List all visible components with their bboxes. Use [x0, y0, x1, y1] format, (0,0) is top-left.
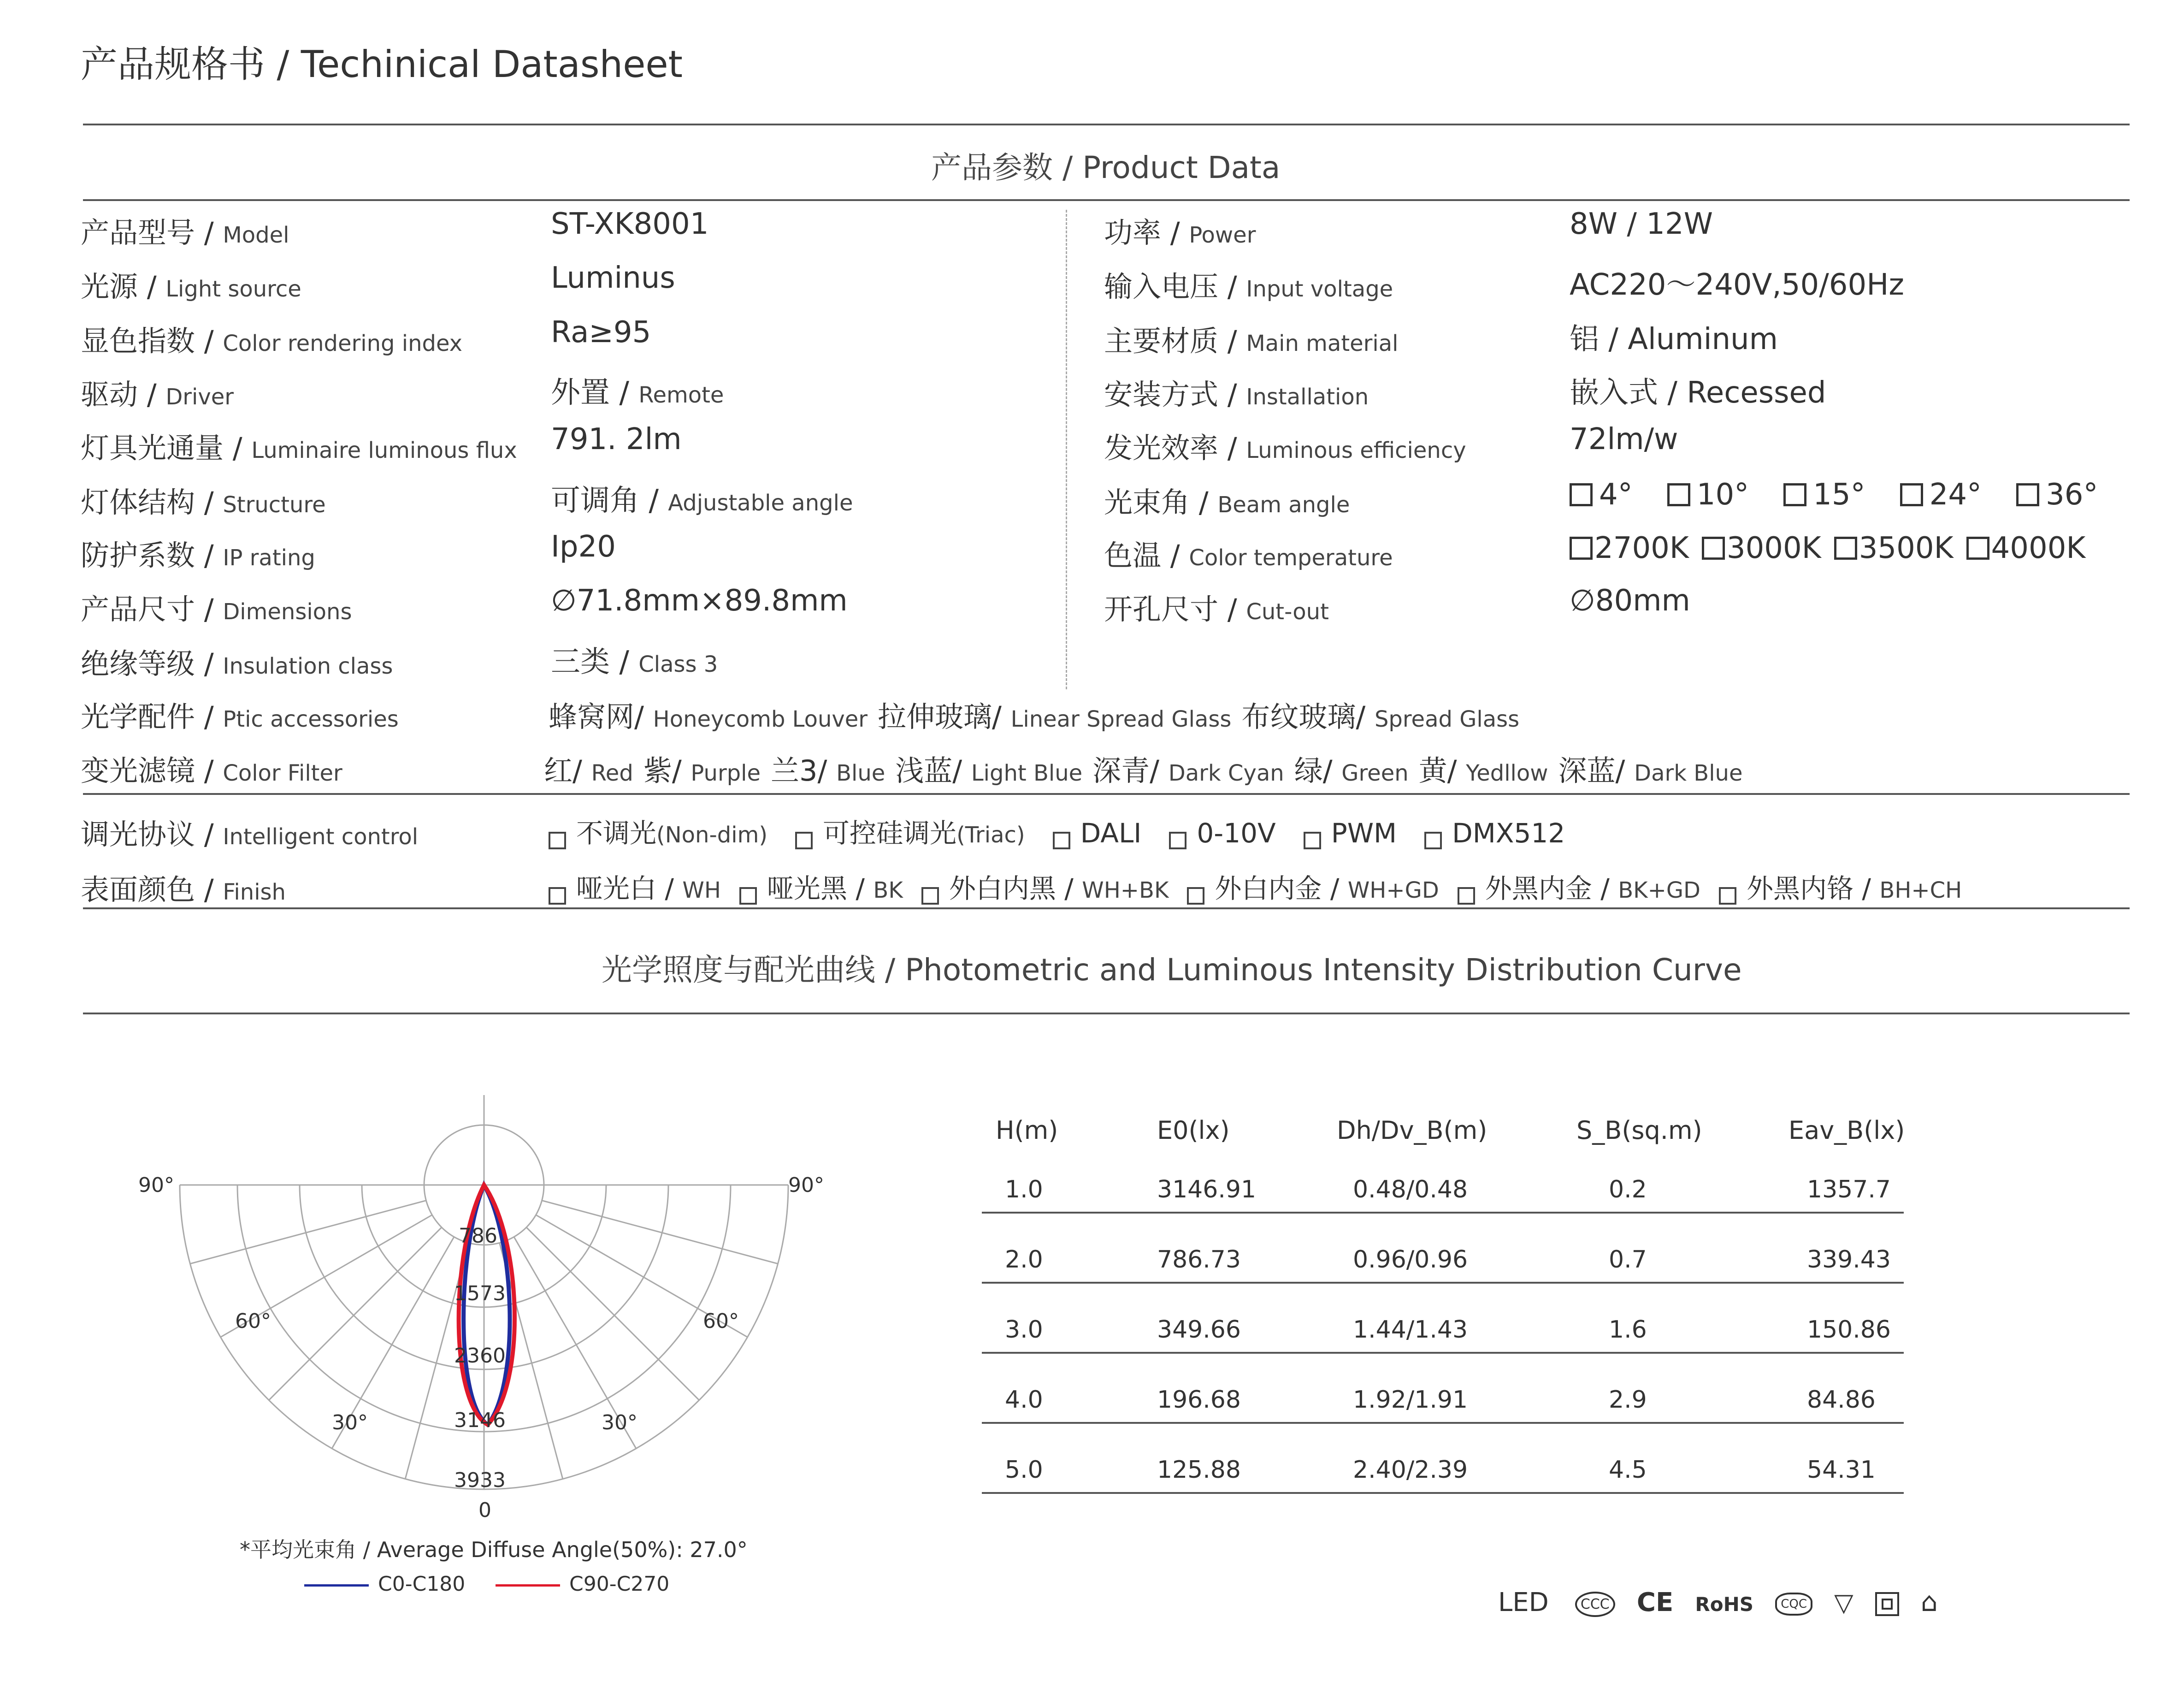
- beam-angle-option[interactable]: 24°: [1900, 478, 1982, 512]
- polar-spoke: [269, 1227, 442, 1400]
- spec-right-value: ∅80mm: [1570, 584, 1690, 618]
- spec-right-label: 输入电压 / Input voltage: [1104, 270, 1393, 303]
- spec-left-value: Ra≥95: [551, 315, 651, 349]
- spec-right-value: 72lm/w: [1570, 422, 1678, 456]
- polar-angle-label: 30°: [602, 1411, 637, 1434]
- spec-right-label: 发光效率 / Luminous efficiency: [1104, 431, 1466, 465]
- checkbox-icon[interactable]: [921, 887, 939, 905]
- table-cell: 5.0: [1005, 1456, 1043, 1484]
- beam-angle-option[interactable]: 36°: [2016, 478, 2098, 512]
- polar-radial-label: 1573: [454, 1282, 506, 1305]
- divider: [83, 907, 2130, 909]
- spec-right-label: 主要材质 / Main material: [1104, 324, 1399, 358]
- polar-radial-label: 786: [459, 1224, 497, 1248]
- spec-left-label: 灯体结构 / Structure: [81, 486, 326, 519]
- legend-c90-swatch: [496, 1584, 560, 1587]
- spec-right-value: AC220～240V,50/60Hz: [1570, 268, 1904, 302]
- checkbox-icon[interactable]: [1570, 537, 1593, 560]
- accessory-item: 拉伸玻璃/ Linear Spread Glass: [878, 700, 1232, 734]
- led-mark: LED: [1498, 1587, 1549, 1617]
- accessories-label: 光学配件 / Ptic accessories: [81, 700, 399, 734]
- checkbox-icon[interactable]: [1719, 887, 1736, 905]
- finish-option[interactable]: 哑光黑 / BK: [739, 891, 903, 900]
- checkbox-icon[interactable]: [1783, 483, 1806, 506]
- checkbox-icon[interactable]: [1702, 537, 1725, 560]
- finish-option[interactable]: 外黑内金 / BK+GD: [1458, 891, 1700, 900]
- table-cell: 2.9: [1609, 1386, 1647, 1414]
- polar-angle-label: 60°: [235, 1309, 271, 1333]
- spec-left-label: 光源 / Light source: [81, 270, 301, 303]
- checkbox-icon[interactable]: [1053, 832, 1070, 849]
- spec-left-value: 三类 / Class 3: [551, 645, 718, 679]
- polar-radial-label: 3146: [454, 1409, 506, 1432]
- dimming-option[interactable]: 不调光(Non-dim): [549, 835, 767, 844]
- spec-right-label: 光束角 / Beam angle: [1104, 486, 1350, 519]
- spec-left-value: ∅71.8mm×89.8mm: [551, 584, 848, 618]
- spec-left-label: 绝缘等级 / Insulation class: [81, 647, 393, 681]
- table-row-divider: [982, 1352, 1904, 1354]
- finish-option[interactable]: 外白内黑 / WH+BK: [921, 891, 1169, 900]
- polar-angle-label: 0: [478, 1498, 491, 1522]
- table-cell: 4.5: [1609, 1456, 1647, 1484]
- table-header: Dh/Dv_B(m): [1337, 1116, 1487, 1145]
- table-cell: 1.0: [1005, 1176, 1043, 1203]
- table-header: E0(lx): [1157, 1116, 1230, 1145]
- divider: [83, 793, 2130, 795]
- average-diffuse-angle-note: *平均光束角 / Average Diffuse Angle(50%): 27.0°: [240, 1537, 748, 1562]
- polar-angle-label: 60°: [703, 1309, 739, 1333]
- table-cell: 84.86: [1807, 1386, 1876, 1414]
- table-cell: 1357.7: [1807, 1176, 1891, 1203]
- checkbox-icon[interactable]: [739, 887, 757, 905]
- checkbox-icon[interactable]: [1667, 483, 1690, 506]
- color-temp-options: [1570, 531, 2098, 565]
- certification-marks: [1498, 1586, 1938, 1617]
- finish-option[interactable]: 哑光白 / WH: [549, 891, 721, 900]
- polar-angle-label: 30°: [332, 1411, 368, 1434]
- checkbox-icon[interactable]: [1966, 537, 1989, 560]
- checkbox-icon[interactable]: [1304, 832, 1321, 849]
- spec-right-value: 8W / 12W: [1570, 207, 1713, 241]
- color-temp-option[interactable]: 2700K: [1570, 531, 1689, 565]
- table-row-divider: [982, 1492, 1904, 1494]
- checkbox-icon[interactable]: [1900, 483, 1923, 506]
- legend-c90: C90-C270: [496, 1572, 669, 1596]
- spec-right-label: 安装方式 / Installation: [1104, 378, 1369, 411]
- polar-spoke: [190, 1201, 426, 1264]
- checkbox-icon[interactable]: [549, 887, 566, 905]
- spec-left-label: 灯具光通量 / Luminaire luminous flux: [81, 431, 517, 465]
- color-filter-item: 兰3/ Blue: [771, 754, 885, 788]
- spec-left-label: 产品型号 / Model: [81, 216, 289, 249]
- polar-spoke: [526, 1227, 699, 1400]
- color-filter-item: 深蓝/ Dark Blue: [1558, 754, 1743, 788]
- polar-angle-label: 90°: [138, 1173, 174, 1197]
- spec-left-value: Ip20: [551, 530, 616, 564]
- ce-icon: CE: [1636, 1587, 1674, 1617]
- rohs-icon: RoHS: [1695, 1593, 1754, 1616]
- spec-right-label: 色温 / Color temperature: [1104, 539, 1393, 572]
- color-temp-option[interactable]: 3000K: [1702, 531, 1821, 565]
- table-cell: 196.68: [1157, 1386, 1241, 1414]
- table-row-divider: [982, 1282, 1904, 1284]
- spec-left-value: ST-XK8001: [551, 207, 709, 241]
- legend-c0-swatch: [304, 1584, 369, 1587]
- checkbox-icon[interactable]: [549, 832, 566, 849]
- color-filter-values: [544, 748, 1753, 794]
- color-filter-item: 深青/ Dark Cyan: [1092, 754, 1284, 788]
- dimming-option[interactable]: DMX512: [1424, 835, 1565, 844]
- product-data-title: 产品参数 / Product Data: [931, 150, 1281, 185]
- cqc-icon: CQC: [1775, 1593, 1812, 1616]
- spec-left-value: 可调角 / Adjustable angle: [551, 484, 853, 518]
- spec-left-label: 驱动 / Driver: [81, 378, 234, 411]
- beam-angle-options: [1570, 478, 2132, 512]
- spec-left-label: 显色指数 / Color rendering index: [81, 324, 463, 358]
- table-cell: 3146.91: [1157, 1176, 1257, 1203]
- checkbox-icon[interactable]: [1187, 887, 1204, 905]
- spec-left-value: Luminus: [551, 261, 675, 295]
- table-header: S_B(sq.m): [1576, 1116, 1702, 1145]
- color-filter-item: 紫/ Purple: [643, 754, 761, 788]
- table-cell: 339.43: [1807, 1246, 1891, 1273]
- table-row-divider: [982, 1422, 1904, 1424]
- finish-option[interactable]: 外白内金 / WH+GD: [1187, 891, 1439, 900]
- dimming-option[interactable]: PWM: [1304, 835, 1397, 844]
- spec-left-value: 外置 / Remote: [551, 376, 724, 410]
- double-insulation-icon: [1875, 1592, 1899, 1616]
- spec-right-value: 铝 / Aluminum: [1570, 322, 1778, 356]
- beam-angle-option[interactable]: 4°: [1570, 478, 1633, 512]
- page-title: 产品规格书 / Techinical Datasheet: [81, 43, 683, 86]
- color-filter-item: 浅蓝/ Light Blue: [895, 754, 1083, 788]
- checkbox-icon[interactable]: [1424, 832, 1442, 849]
- color-temp-option[interactable]: 4000K: [1966, 531, 2086, 565]
- spec-right-label: 功率 / Power: [1104, 216, 1256, 249]
- checkbox-icon[interactable]: [795, 832, 813, 849]
- finish-label: 表面颜色 / Finish: [81, 873, 286, 906]
- checkbox-icon[interactable]: [1570, 483, 1593, 506]
- spec-left-label: 防护系数 / IP rating: [81, 539, 315, 572]
- dimming-options: [549, 811, 1593, 858]
- divider: [83, 199, 2130, 201]
- table-cell: 3.0: [1005, 1316, 1043, 1344]
- spec-left-value: 791. 2lm: [551, 422, 682, 456]
- table-header: H(m): [996, 1116, 1058, 1145]
- table-cell: 0.96/0.96: [1353, 1246, 1468, 1273]
- table-cell: 1.92/1.91: [1353, 1386, 1468, 1414]
- spec-left-label: 产品尺寸 / Dimensions: [81, 592, 352, 626]
- checkbox-icon[interactable]: [1458, 887, 1475, 905]
- color-filter-label: 变光滤镜 / Color Filter: [81, 754, 342, 788]
- legend-c0: C0-C180: [304, 1572, 465, 1596]
- table-cell: 4.0: [1005, 1386, 1043, 1414]
- polar-radial-label: 3933: [454, 1469, 506, 1492]
- color-temp-option[interactable]: 3500K: [1834, 531, 1954, 565]
- table-cell: 2.0: [1005, 1246, 1043, 1273]
- polar-spoke: [542, 1201, 778, 1264]
- divider: [83, 1013, 2130, 1014]
- table-cell: 0.7: [1609, 1246, 1647, 1273]
- color-filter-item: 黄/ Yedllow: [1418, 754, 1548, 788]
- table-row-divider: [982, 1212, 1904, 1214]
- table-cell: 0.2: [1609, 1176, 1647, 1203]
- indoor-use-icon: ⌂: [1921, 1586, 1938, 1617]
- polar-angle-label: 90°: [788, 1173, 824, 1197]
- photometric-title: 光学照度与配光曲线 / Photometric and Luminous Intensity Distribution Curve: [602, 952, 1742, 988]
- table-cell: 125.88: [1157, 1456, 1241, 1484]
- color-filter-item: 红/ Red: [544, 754, 633, 788]
- spec-right-value: 嵌入式 / Recessed: [1570, 376, 1826, 410]
- polar-radial-label: 2360: [454, 1344, 506, 1368]
- table-cell: 786.73: [1157, 1246, 1241, 1273]
- finish-options: [549, 867, 1980, 913]
- table-cell: 150.86: [1807, 1316, 1891, 1344]
- accessories-values: [549, 694, 1529, 740]
- finish-option[interactable]: 外黑内铬 / BH+CH: [1719, 891, 1962, 900]
- table-cell: 1.44/1.43: [1353, 1316, 1468, 1344]
- beam-angle-option[interactable]: 10°: [1667, 478, 1749, 512]
- column-divider: [1066, 210, 1067, 689]
- checkbox-icon[interactable]: [2016, 483, 2039, 506]
- table-cell: 1.6: [1609, 1316, 1647, 1344]
- checkbox-icon[interactable]: [1169, 832, 1186, 849]
- accessory-item: 蜂窝网/ Honeycomb Louver: [549, 700, 868, 734]
- dimming-label: 调光协议 / Intelligent control: [81, 817, 419, 851]
- ccc-icon: CCC: [1575, 1592, 1615, 1617]
- accessory-item: 布纹玻璃/ Spread Glass: [1241, 700, 1520, 734]
- dimming-option[interactable]: 可控硅调光(Triac): [795, 835, 1025, 844]
- table-cell: 54.31: [1807, 1456, 1876, 1484]
- triangle-mark-icon: ▽: [1834, 1588, 1853, 1617]
- color-filter-item: 绿/ Green: [1294, 754, 1409, 788]
- divider: [83, 124, 2130, 125]
- table-cell: 2.40/2.39: [1353, 1456, 1468, 1484]
- beam-angle-option[interactable]: 15°: [1783, 478, 1865, 512]
- table-header: Eav_B(lx): [1789, 1116, 1905, 1145]
- table-cell: 0.48/0.48: [1353, 1176, 1468, 1203]
- table-cell: 349.66: [1157, 1316, 1241, 1344]
- dimming-option[interactable]: 0-10V: [1169, 835, 1275, 844]
- checkbox-icon[interactable]: [1834, 537, 1857, 560]
- spec-right-label: 开孔尺寸 / Cut-out: [1104, 592, 1329, 626]
- dimming-option[interactable]: DALI: [1053, 835, 1142, 844]
